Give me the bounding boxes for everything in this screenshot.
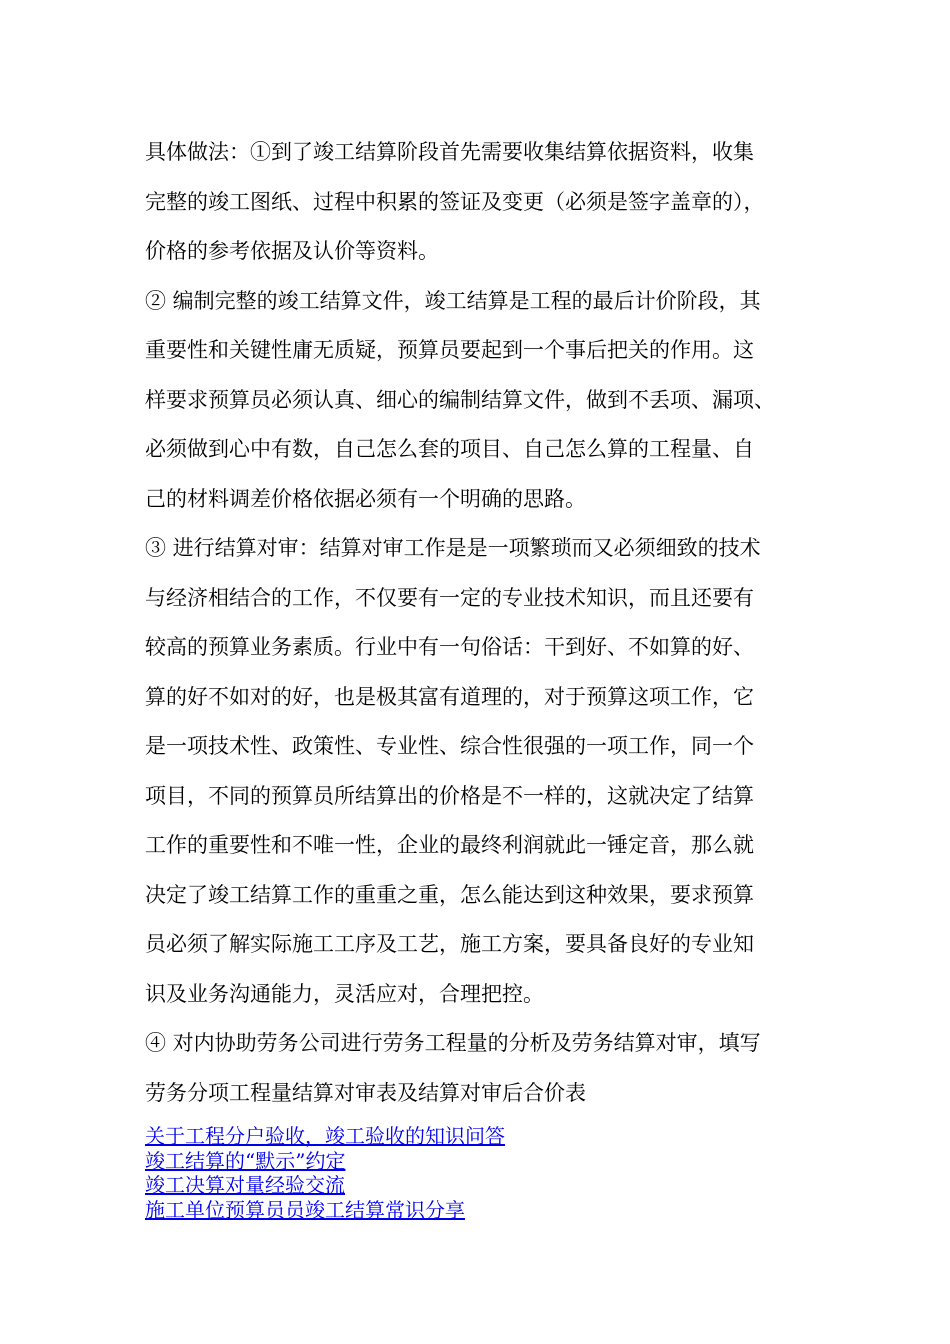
- paragraph-4: [145, 1019, 825, 1118]
- paragraph-1: [145, 128, 825, 277]
- text-line: ② 编制完整的竣工结算文件，竣工结算是工程的最后计价阶段，其: [145, 288, 761, 313]
- text-line: 员必须了解实际施工工序及工艺，施工方案，要具备良好的专业知: [145, 932, 754, 956]
- text-line: 必须做到心中有数，自己怎么套的项目、自己怎么算的工程量、自: [145, 437, 754, 461]
- text-line: 是一项技术性、政策性、专业性、综合性很强的一项工作，同一个: [145, 734, 754, 758]
- paragraph-2: [145, 277, 825, 525]
- document-body: [145, 128, 825, 1222]
- related-link[interactable]: 竣工结算的“默示”约定: [145, 1148, 346, 1173]
- text-line: ③ 进行结算对审：结算对审工作是是一项繁琐而又必须细致的技术: [145, 536, 761, 560]
- text-line: 具体做法：①到了竣工结算阶段首先需要收集结算依据资料，收集: [145, 140, 754, 164]
- text-line: 与经济相结合的工作，不仅要有一定的专业技术知识，而且还要有: [145, 585, 754, 610]
- text-line: 工作的重要性和不唯一性，企业的最终利润就此一锤定音，那么就: [145, 833, 754, 857]
- related-link[interactable]: 竣工决算对量经验交流: [145, 1173, 345, 1197]
- text-line: ④ 对内协助劳务公司进行劳务工程量的分析及劳务结算对审，填写: [145, 1031, 761, 1055]
- text-line: 样要求预算员必须认真、细心的编制结算文件，做到不丢项、漏项、: [145, 387, 775, 412]
- text-line: 项目，不同的预算员所结算出的价格是不一样的，这就决定了结算: [145, 783, 754, 808]
- text-line: 决定了竣工结算工作的重重之重，怎么能达到这种效果，要求预算: [145, 882, 754, 907]
- related-links: [145, 1124, 825, 1222]
- text-line: 较高的预算业务素质。行业中有一句俗话：干到好、不如算的好、: [145, 635, 754, 659]
- text-line: 算的好不如对的好，也是极其富有道理的，对于预算这项工作，它: [145, 684, 754, 709]
- text-line: 识及业务沟通能力，灵活应对，合理把控。: [145, 981, 544, 1006]
- text-line: 己的材料调差价格依据必须有一个明确的思路。: [145, 486, 586, 511]
- text-line: 重要性和关键性庸无质疑，预算员要起到一个事后把关的作用。这: [145, 338, 754, 362]
- related-link[interactable]: 关于工程分户验收，竣工验收的知识问答: [145, 1124, 505, 1148]
- paragraph-3: [145, 524, 825, 1019]
- text-line: 价格的参考依据及认价等资料。: [145, 239, 439, 263]
- related-link[interactable]: 施工单位预算员员竣工结算常识分享: [145, 1197, 465, 1222]
- text-line: 完整的竣工图纸、过程中积累的签证及变更（必须是签字盖章的），: [145, 189, 765, 214]
- text-line: 劳务分项工程量结算对审表及结算对审后合价表: [145, 1080, 586, 1105]
